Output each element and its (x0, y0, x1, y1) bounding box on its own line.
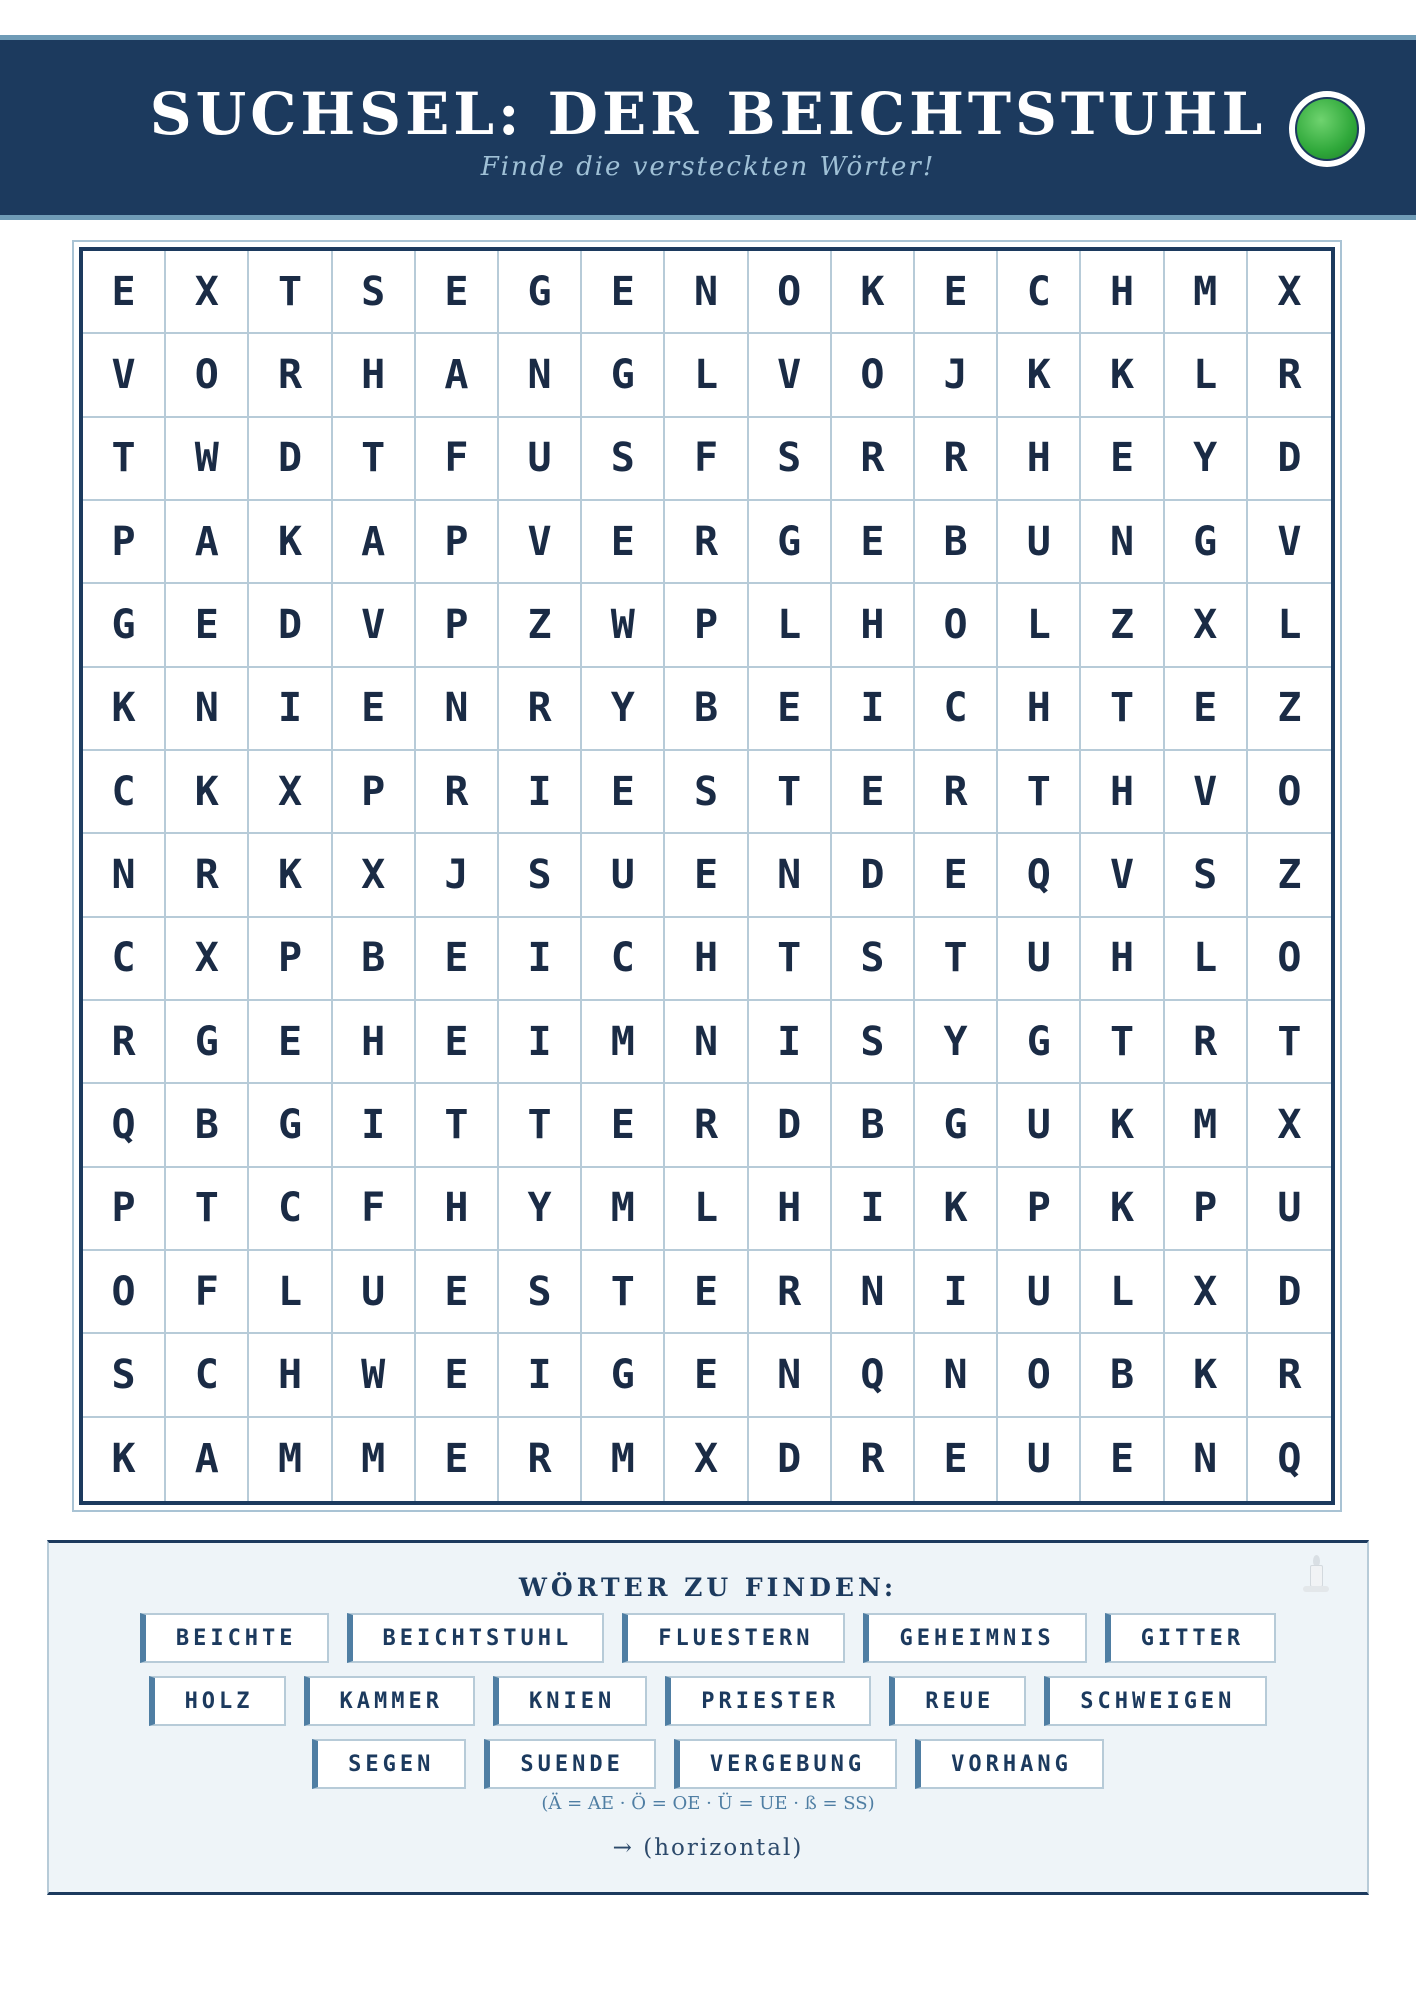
grid-cell[interactable]: Q (998, 834, 1081, 917)
grid-cell[interactable]: A (166, 1418, 249, 1501)
grid-cell[interactable]: K (1165, 1334, 1248, 1417)
grid-cell[interactable]: E (832, 501, 915, 584)
grid-cell[interactable]: X (166, 918, 249, 1001)
grid-cell[interactable]: U (499, 418, 582, 501)
grid-cell[interactable]: E (333, 668, 416, 751)
grid-cell[interactable]: X (1165, 1251, 1248, 1334)
grid-cell[interactable]: S (1165, 834, 1248, 917)
grid-cell[interactable]: M (1165, 251, 1248, 334)
grid-cell[interactable]: P (665, 584, 748, 667)
grid-cell[interactable]: T (333, 418, 416, 501)
grid-cell[interactable]: T (249, 251, 332, 334)
word-chip-schweigen: SCHWEIGEN (1044, 1676, 1267, 1726)
grid-cell[interactable]: F (166, 1251, 249, 1334)
grid-cell[interactable]: M (249, 1418, 332, 1501)
grid-cell[interactable]: S (749, 418, 832, 501)
word-chip-beichte: BEICHTE (140, 1613, 329, 1663)
grid-cell[interactable]: C (83, 918, 166, 1001)
grid-cell[interactable]: Y (499, 1168, 582, 1251)
grid-cell[interactable]: L (249, 1251, 332, 1334)
grid-cell[interactable]: T (1081, 1001, 1164, 1084)
grid-cell[interactable]: E (582, 751, 665, 834)
grid-cell[interactable]: E (665, 834, 748, 917)
grid-cell[interactable]: E (749, 668, 832, 751)
grid-cell[interactable]: M (1165, 1084, 1248, 1167)
grid-cell[interactable]: T (499, 1084, 582, 1167)
grid-cell[interactable]: I (915, 1251, 998, 1334)
grid-cell[interactable]: E (915, 1418, 998, 1501)
grid-cell[interactable]: I (832, 1168, 915, 1251)
status-indicator-light (1295, 97, 1359, 161)
grid-cell[interactable]: B (166, 1084, 249, 1167)
grid-cell[interactable]: F (665, 418, 748, 501)
grid-cell[interactable]: W (166, 418, 249, 501)
grid-cell[interactable]: B (832, 1084, 915, 1167)
grid-cell[interactable]: W (582, 584, 665, 667)
grid-cell[interactable]: C (83, 751, 166, 834)
letter-grid (79, 247, 1335, 1505)
grid-cell[interactable]: N (665, 1001, 748, 1084)
grid-cell[interactable]: A (166, 501, 249, 584)
grid-cell[interactable]: N (416, 668, 499, 751)
grid-cell[interactable]: N (665, 251, 748, 334)
grid-cell[interactable]: T (915, 918, 998, 1001)
grid-cell[interactable]: E (582, 501, 665, 584)
word-row (49, 1613, 1367, 1663)
grid-cell[interactable]: I (499, 751, 582, 834)
grid-cell[interactable]: R (499, 668, 582, 751)
grid-cell[interactable]: E (416, 1418, 499, 1501)
grid-cell[interactable]: V (1081, 834, 1164, 917)
grid-cell[interactable]: U (998, 1251, 1081, 1334)
grid-cell[interactable]: K (249, 501, 332, 584)
grid-cell[interactable]: V (1165, 751, 1248, 834)
grid-cell[interactable]: J (915, 334, 998, 417)
grid-cell[interactable]: S (832, 1001, 915, 1084)
grid-cell[interactable]: O (832, 334, 915, 417)
grid-cell[interactable]: N (83, 834, 166, 917)
grid-cell[interactable]: D (1248, 1251, 1331, 1334)
grid-cell[interactable]: N (749, 1334, 832, 1417)
grid-cell[interactable]: E (416, 251, 499, 334)
grid-cell[interactable]: R (749, 1251, 832, 1334)
grid-cell[interactable]: R (249, 334, 332, 417)
grid-cell[interactable]: G (915, 1084, 998, 1167)
grid-cell[interactable]: S (582, 418, 665, 501)
grid-cell[interactable]: L (998, 584, 1081, 667)
grid-cell[interactable]: I (333, 1084, 416, 1167)
grid-cell[interactable]: T (749, 751, 832, 834)
grid-cell[interactable]: R (832, 418, 915, 501)
grid-cell[interactable]: S (499, 1251, 582, 1334)
word-chip-suende: SUENDE (484, 1739, 655, 1789)
puzzle-frame (72, 240, 1342, 1512)
grid-cell[interactable]: N (749, 834, 832, 917)
grid-cell[interactable]: I (832, 668, 915, 751)
grid-cell[interactable]: L (749, 584, 832, 667)
grid-cell[interactable]: N (166, 668, 249, 751)
grid-cell[interactable]: Y (1165, 418, 1248, 501)
status-indicator-icon (1289, 91, 1365, 167)
grid-cell[interactable]: K (915, 1168, 998, 1251)
grid-cell[interactable]: C (249, 1168, 332, 1251)
grid-cell[interactable]: I (249, 668, 332, 751)
grid-cell[interactable]: S (665, 751, 748, 834)
grid-cell[interactable]: N (499, 334, 582, 417)
grid-cell[interactable]: K (832, 251, 915, 334)
grid-cell[interactable]: L (1165, 334, 1248, 417)
grid-cell[interactable]: E (665, 1334, 748, 1417)
grid-cell[interactable]: R (832, 1418, 915, 1501)
word-row (49, 1739, 1367, 1789)
grid-cell[interactable]: Q (83, 1084, 166, 1167)
grid-cell[interactable]: A (416, 334, 499, 417)
grid-cell[interactable]: G (499, 251, 582, 334)
grid-cell[interactable]: R (166, 834, 249, 917)
grid-cell[interactable]: H (333, 334, 416, 417)
umlaut-note: (Ä = AE · Ö = OE · Ü = UE · ß = SS) (541, 1793, 875, 1814)
grid-cell[interactable]: N (915, 1334, 998, 1417)
grid-cell[interactable]: D (1248, 418, 1331, 501)
grid-cell[interactable]: I (499, 1334, 582, 1417)
word-chip-geheimnis: GEHEIMNIS (863, 1613, 1086, 1663)
grid-cell[interactable]: K (249, 834, 332, 917)
grid-cell[interactable]: P (998, 1168, 1081, 1251)
grid-cell[interactable]: E (416, 1001, 499, 1084)
grid-cell[interactable]: D (749, 1418, 832, 1501)
page-subtitle: Finde die versteckten Wörter! (480, 152, 936, 182)
word-chip-fluestern: FLUESTERN (622, 1613, 845, 1663)
grid-cell[interactable]: U (998, 918, 1081, 1001)
grid-cell[interactable]: E (665, 1251, 748, 1334)
grid-cell[interactable]: I (499, 918, 582, 1001)
grid-cell[interactable]: X (333, 834, 416, 917)
grid-cell[interactable]: D (249, 418, 332, 501)
grid-cell[interactable]: X (1248, 251, 1331, 334)
grid-cell[interactable]: H (416, 1168, 499, 1251)
grid-cell[interactable]: H (249, 1334, 332, 1417)
grid-cell[interactable]: R (1248, 1334, 1331, 1417)
grid-cell[interactable]: U (998, 1418, 1081, 1501)
grid-cell[interactable]: V (1248, 501, 1331, 584)
grid-cell[interactable]: E (1081, 418, 1164, 501)
word-chip-beichtstuhl: BEICHTSTUHL (347, 1613, 605, 1663)
grid-cell[interactable]: G (749, 501, 832, 584)
grid-cell[interactable]: R (83, 1001, 166, 1084)
word-chip-holz: HOLZ (149, 1676, 286, 1726)
word-row (49, 1676, 1367, 1726)
word-chip-segen: SEGEN (312, 1739, 466, 1789)
grid-cell[interactable]: H (749, 1168, 832, 1251)
grid-cell[interactable]: L (1248, 584, 1331, 667)
grid-cell[interactable]: Q (832, 1334, 915, 1417)
grid-cell[interactable]: D (249, 584, 332, 667)
word-chip-gitter: GITTER (1105, 1613, 1276, 1663)
grid-cell[interactable]: P (416, 501, 499, 584)
grid-cell[interactable]: K (1081, 1168, 1164, 1251)
grid-cell[interactable]: G (249, 1084, 332, 1167)
grid-cell[interactable]: C (166, 1334, 249, 1417)
grid-cell[interactable]: R (915, 751, 998, 834)
grid-cell[interactable]: J (416, 834, 499, 917)
grid-cell[interactable]: T (998, 751, 1081, 834)
grid-cell[interactable]: S (499, 834, 582, 917)
grid-cell[interactable]: L (665, 1168, 748, 1251)
grid-cell[interactable]: V (83, 334, 166, 417)
grid-cell[interactable]: G (998, 1001, 1081, 1084)
grid-cell[interactable]: A (333, 501, 416, 584)
grid-cell[interactable]: O (998, 1334, 1081, 1417)
grid-cell[interactable]: U (998, 501, 1081, 584)
grid-cell[interactable]: R (1165, 1001, 1248, 1084)
word-chip-kammer: KAMMER (304, 1676, 475, 1726)
grid-cell[interactable]: O (749, 251, 832, 334)
grid-cell[interactable]: K (166, 751, 249, 834)
grid-cell[interactable]: V (749, 334, 832, 417)
grid-cell[interactable]: H (1081, 751, 1164, 834)
grid-cell[interactable]: U (1248, 1168, 1331, 1251)
grid-cell[interactable]: E (582, 1084, 665, 1167)
grid-cell[interactable]: G (1165, 501, 1248, 584)
grid-cell[interactable]: R (416, 751, 499, 834)
grid-cell[interactable]: U (582, 834, 665, 917)
grid-cell[interactable]: X (1165, 584, 1248, 667)
header-banner (0, 35, 1416, 220)
grid-cell[interactable]: P (83, 501, 166, 584)
grid-cell[interactable]: O (915, 584, 998, 667)
word-list-panel (47, 1540, 1369, 1895)
grid-cell[interactable]: T (83, 418, 166, 501)
grid-cell[interactable]: G (166, 1001, 249, 1084)
grid-cell[interactable]: L (1165, 918, 1248, 1001)
grid-cell[interactable]: U (333, 1251, 416, 1334)
grid-cell[interactable]: P (333, 751, 416, 834)
grid-cell[interactable]: C (915, 668, 998, 751)
grid-cell[interactable]: N (832, 1251, 915, 1334)
grid-cell[interactable]: H (998, 418, 1081, 501)
grid-cell[interactable]: E (83, 251, 166, 334)
grid-cell[interactable]: K (998, 334, 1081, 417)
word-list (49, 1613, 1367, 1802)
grid-cell[interactable]: E (915, 834, 998, 917)
grid-cell[interactable]: Z (1081, 584, 1164, 667)
grid-cell[interactable]: M (582, 1168, 665, 1251)
grid-cell[interactable]: O (83, 1251, 166, 1334)
word-chip-vorhang: VORHANG (915, 1739, 1104, 1789)
grid-cell[interactable]: S (832, 918, 915, 1001)
grid-cell[interactable]: O (1248, 751, 1331, 834)
grid-cell[interactable]: H (832, 584, 915, 667)
grid-cell[interactable]: T (749, 918, 832, 1001)
grid-cell[interactable]: E (582, 251, 665, 334)
grid-cell[interactable]: C (582, 918, 665, 1001)
grid-cell[interactable]: K (83, 668, 166, 751)
grid-cell[interactable]: L (665, 334, 748, 417)
grid-cell[interactable]: K (1081, 334, 1164, 417)
grid-cell[interactable]: X (1248, 1084, 1331, 1167)
grid-cell[interactable]: D (832, 834, 915, 917)
grid-cell[interactable]: R (665, 1084, 748, 1167)
grid-cell[interactable]: N (1081, 501, 1164, 584)
grid-cell[interactable]: E (915, 251, 998, 334)
grid-cell[interactable]: I (749, 1001, 832, 1084)
grid-cell[interactable]: O (166, 334, 249, 417)
grid-cell[interactable]: S (83, 1334, 166, 1417)
page-title: SUCHSEL: DER BEICHTSTUHL (149, 80, 1267, 148)
grid-cell[interactable]: K (83, 1418, 166, 1501)
grid-cell[interactable]: H (333, 1001, 416, 1084)
grid-cell[interactable]: R (665, 501, 748, 584)
grid-cell[interactable]: V (499, 501, 582, 584)
grid-cell[interactable]: P (83, 1168, 166, 1251)
grid-cell[interactable]: U (998, 1084, 1081, 1167)
grid-cell[interactable]: E (416, 1251, 499, 1334)
grid-cell[interactable]: V (333, 584, 416, 667)
direction-hint: → (horizontal) (612, 1835, 804, 1861)
word-chip-reue: REUE (889, 1676, 1026, 1726)
word-list-title: WÖRTER ZU FINDEN: (518, 1573, 898, 1602)
grid-cell[interactable]: W (333, 1334, 416, 1417)
grid-cell[interactable]: T (166, 1168, 249, 1251)
grid-cell[interactable]: M (582, 1001, 665, 1084)
grid-cell[interactable]: Q (1277, 1436, 1302, 1483)
grid-cell[interactable]: F (333, 1168, 416, 1251)
grid-cell[interactable]: E (1081, 1418, 1164, 1501)
grid-cell[interactable]: B (1081, 1334, 1164, 1417)
word-chip-priester: PRIESTER (665, 1676, 871, 1726)
grid-cell[interactable]: H (998, 668, 1081, 751)
grid-cell[interactable]: M (582, 1418, 665, 1501)
grid-cell[interactable]: P (1165, 1168, 1248, 1251)
grid-cell[interactable]: E (1165, 668, 1248, 751)
grid-cell[interactable]: N (1165, 1418, 1248, 1501)
grid-cell[interactable]: X (665, 1418, 748, 1501)
grid-cell[interactable]: R (499, 1418, 582, 1501)
grid-cell[interactable]: G (83, 584, 166, 667)
grid-cell[interactable]: Z (1248, 834, 1331, 917)
grid-cell[interactable]: E (166, 584, 249, 667)
grid-cell[interactable]: K (1081, 1084, 1164, 1167)
grid-cell[interactable]: E (832, 751, 915, 834)
grid-cell[interactable]: S (333, 251, 416, 334)
grid-cell[interactable]: G (582, 1334, 665, 1417)
grid-cell[interactable]: B (665, 668, 748, 751)
grid-cell[interactable]: X (166, 251, 249, 334)
grid-cell[interactable]: F (416, 418, 499, 501)
grid-cell[interactable]: T (416, 1084, 499, 1167)
grid-cell[interactable]: O (1248, 918, 1331, 1001)
grid-cell[interactable]: M (333, 1418, 416, 1501)
word-chip-knien: KNIEN (493, 1676, 647, 1726)
grid-cell[interactable]: B (915, 501, 998, 584)
grid-cell[interactable]: D (749, 1084, 832, 1167)
grid-cell[interactable]: H (665, 918, 748, 1001)
grid-cell[interactable]: E (249, 1001, 332, 1084)
grid-cell[interactable]: T (1248, 1001, 1331, 1084)
grid-cell[interactable]: C (998, 251, 1081, 334)
grid-cell[interactable]: P (249, 918, 332, 1001)
grid-cell[interactable]: T (1081, 668, 1164, 751)
grid-cell[interactable]: H (1081, 918, 1164, 1001)
grid-cell[interactable]: R (915, 418, 998, 501)
grid-cell[interactable]: Z (499, 584, 582, 667)
grid-cell[interactable]: I (499, 1001, 582, 1084)
word-chip-vergebung: VERGEBUNG (674, 1739, 897, 1789)
grid-cell[interactable]: E (416, 918, 499, 1001)
grid-cell[interactable]: P (416, 584, 499, 667)
grid-cell[interactable]: B (333, 918, 416, 1001)
grid-cell[interactable]: Z (1248, 668, 1331, 751)
grid-cell[interactable]: Y (582, 668, 665, 751)
grid-cell[interactable]: L (1081, 1251, 1164, 1334)
grid-cell[interactable]: H (1081, 251, 1164, 334)
grid-cell[interactable]: X (249, 751, 332, 834)
grid-cell[interactable]: R (1248, 334, 1331, 417)
grid-cell[interactable]: E (416, 1334, 499, 1417)
grid-cell[interactable]: G (582, 334, 665, 417)
grid-cell[interactable]: T (582, 1251, 665, 1334)
grid-cell[interactable]: Y (915, 1001, 998, 1084)
